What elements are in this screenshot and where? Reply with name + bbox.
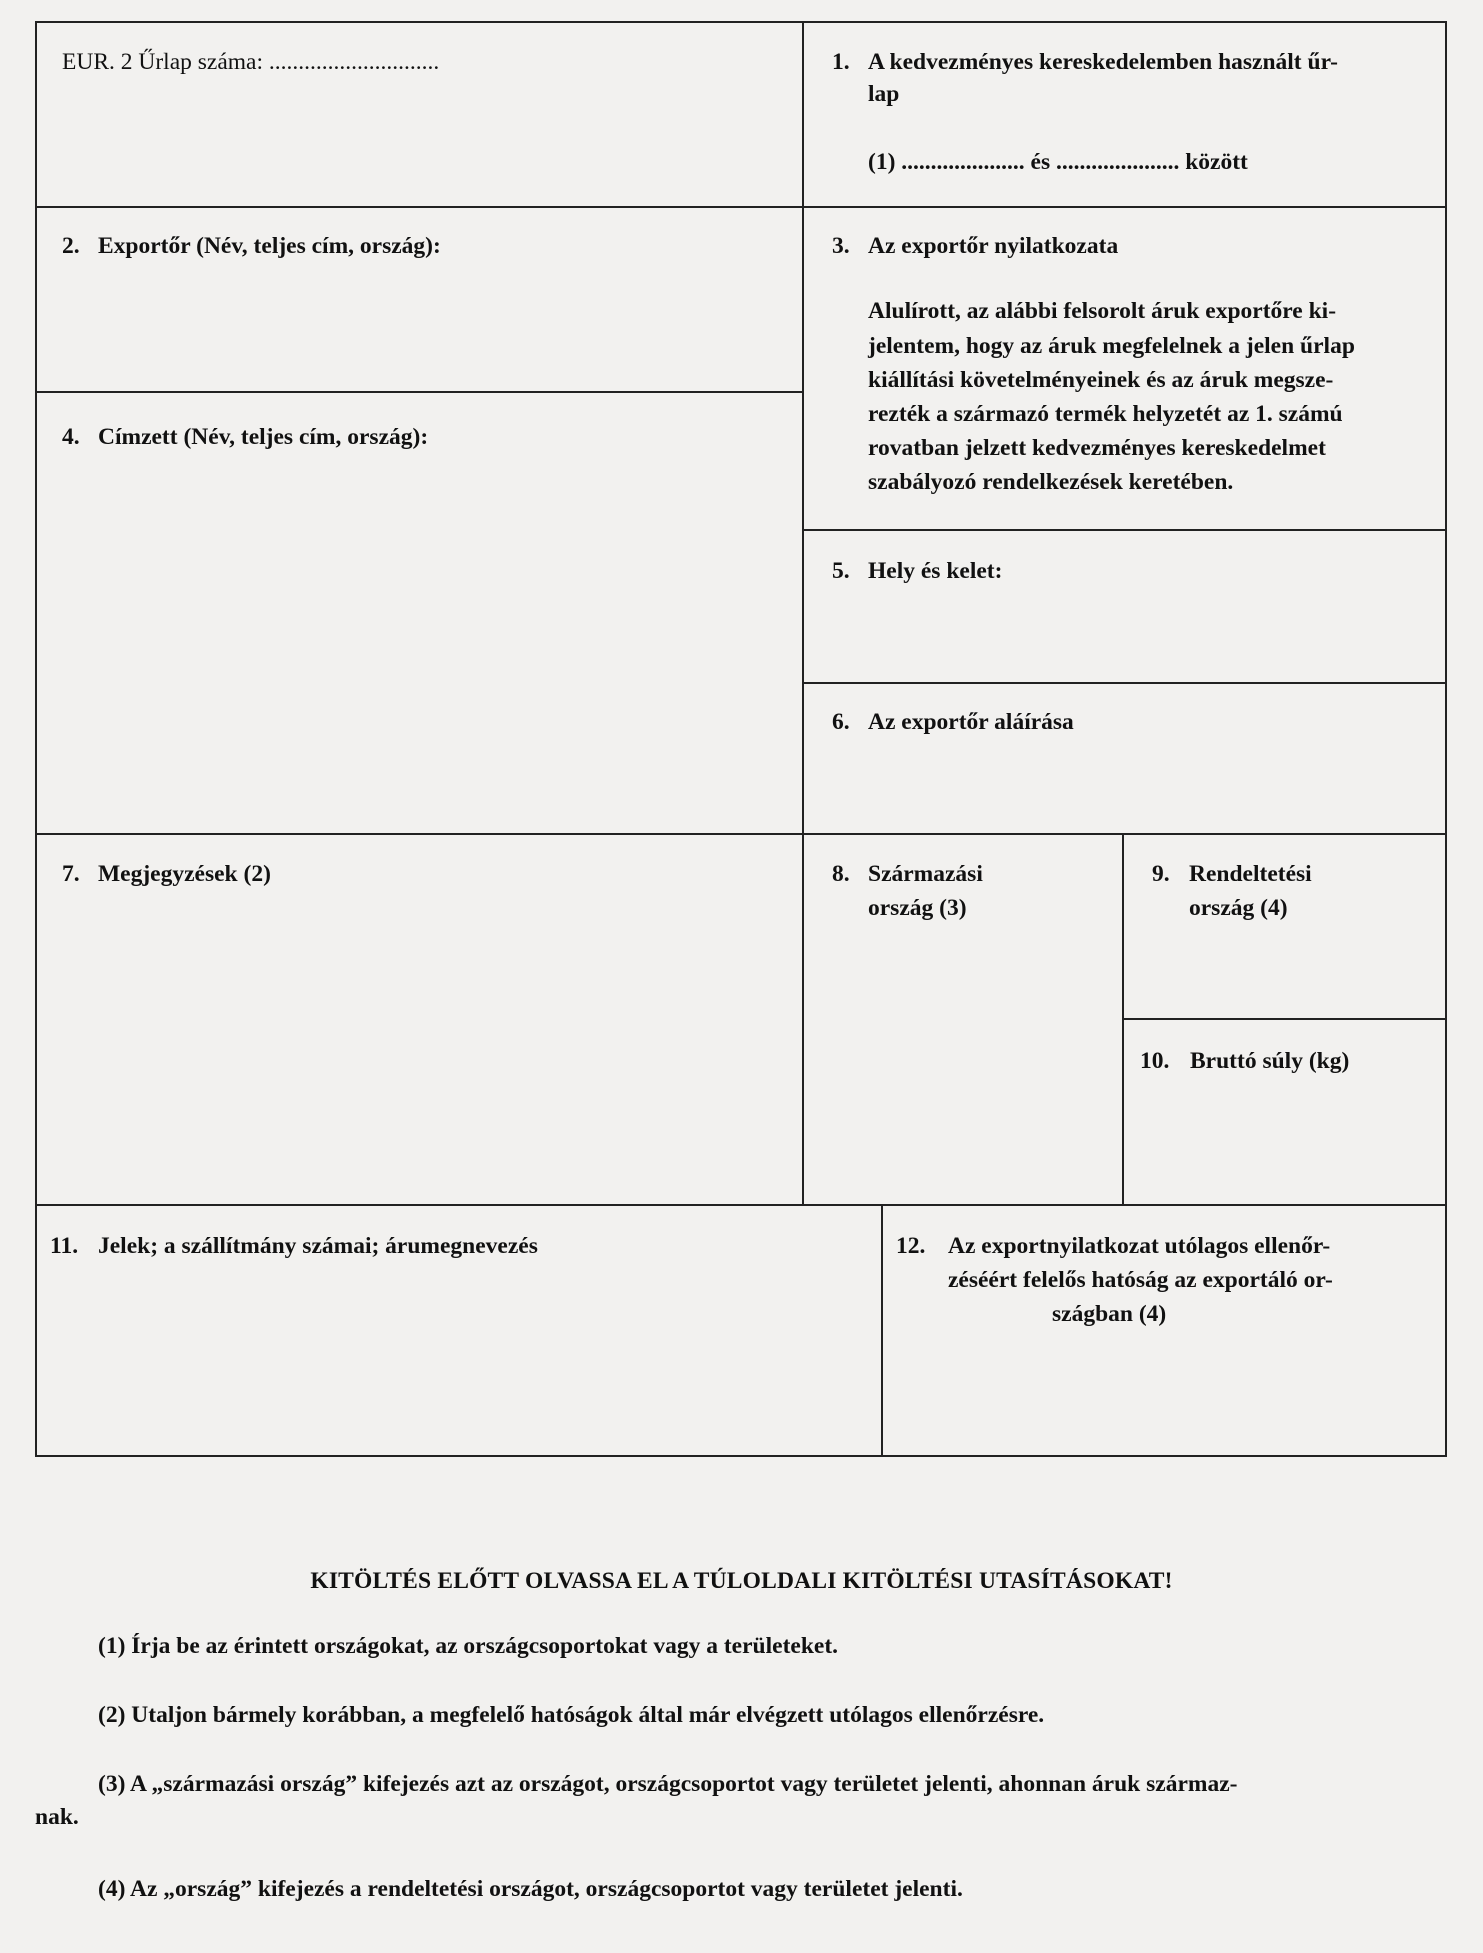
box3-declaration-label: Az exportőr nyilatkozata [868,233,1119,259]
box5-number: 5. [832,558,850,584]
divider-box11-box12 [881,1204,883,1457]
box6-number: 6. [832,709,850,735]
box2-number: 2. [62,233,80,259]
form-number-label: EUR. 2 Űrlap száma: ............................. [62,49,440,75]
box3-declaration-line: rovatban jelzett kedvezményes kereskedelmet [868,435,1326,461]
box4-consignee-label: Címzett (Név, teljes cím, ország): [98,424,429,450]
box5-place-date-label: Hely és kelet: [868,558,1003,584]
divider-center [802,21,804,1205]
box10-gross-weight-label: Bruttó súly (kg) [1190,1048,1350,1074]
line-box2-box4 [35,391,804,393]
box4-number: 4. [62,424,80,450]
box8-origin-label: ország (3) [868,895,967,921]
line-box9-box10 [1122,1018,1447,1020]
box3-declaration-line: rezték a származó termék helyzetét az 1. számú [868,401,1343,427]
instruction-note-2: (2) Utaljon bármely korábban, a megfelelő hatóságok által már elvégzett utólagos ellenőrzésre. [98,1702,1045,1728]
box7-number: 7. [62,861,80,887]
box11-marks-label: Jelek; a szállítmány számai; árumegnevezés [98,1233,538,1259]
instruction-note-4: (4) Az „ország” kifejezés a rendeltetési országot, országcsoportot vagy területet jelenti. [98,1876,963,1902]
box10-number: 10. [1140,1048,1170,1074]
box1-between-line: (1) ..................... és ..................... között [868,149,1248,175]
box9-number: 9. [1152,861,1170,887]
box12-authority-label: szágban (4) [1052,1301,1167,1327]
box3-declaration-line: kiállítási követelményeinek és az áruk megsze- [868,367,1334,393]
box8-number: 8. [832,861,850,887]
box3-declaration-line: jelentem, hogy az áruk megfelelnek a jelen űrlap [868,333,1355,359]
instruction-note-3: (3) A „származási ország” kifejezés azt az országot, országcsoportot vagy területet jelenti, ahonnan áruk származ- [98,1771,1238,1797]
box3-number: 3. [832,233,850,259]
box9-destination-label: ország (4) [1189,895,1288,921]
box12-number: 12. [896,1233,926,1259]
box7-remarks-label: Megjegyzések (2) [98,861,271,887]
instruction-note-3-cont: nak. [35,1804,79,1830]
line-row1 [35,206,1447,208]
line-box3-box5 [802,529,1447,531]
box1-title-line1: A kedvezményes kereskedelemben használt űr- [868,49,1338,75]
box1-number: 1. [832,49,850,75]
line-row4 [35,1204,1447,1206]
box6-signature-label: Az exportőr aláírása [868,709,1074,735]
box11-number: 11. [50,1233,79,1259]
box3-declaration-line: Alulírott, az alábbi felsorolt áruk exportőre ki- [868,298,1337,324]
box1-title-line2: lap [868,81,900,107]
box2-exporter-label: Exportőr (Név, teljes cím, ország): [98,233,441,259]
line-row3 [35,833,1447,835]
instruction-note-1: (1) Írja be az érintett országokat, az országcsoportokat vagy a területeket. [98,1633,839,1659]
box9-destination-label: Rendeltetési [1189,861,1312,887]
box3-declaration-line: szabályozó rendelkezések keretében. [868,469,1234,495]
box12-authority-label: zéséért felelős hatóság az exportáló or- [948,1267,1333,1293]
line-box5-box6 [802,682,1447,684]
box8-origin-label: Származási [868,861,983,887]
box12-authority-label: Az exportnyilatkozat utólagos ellenőr- [948,1233,1331,1259]
instructions-heading: KITÖLTÉS ELŐTT OLVASSA EL A TÚLOLDALI KITÖLTÉSI UTASÍTÁSOKAT! [310,1568,1173,1594]
